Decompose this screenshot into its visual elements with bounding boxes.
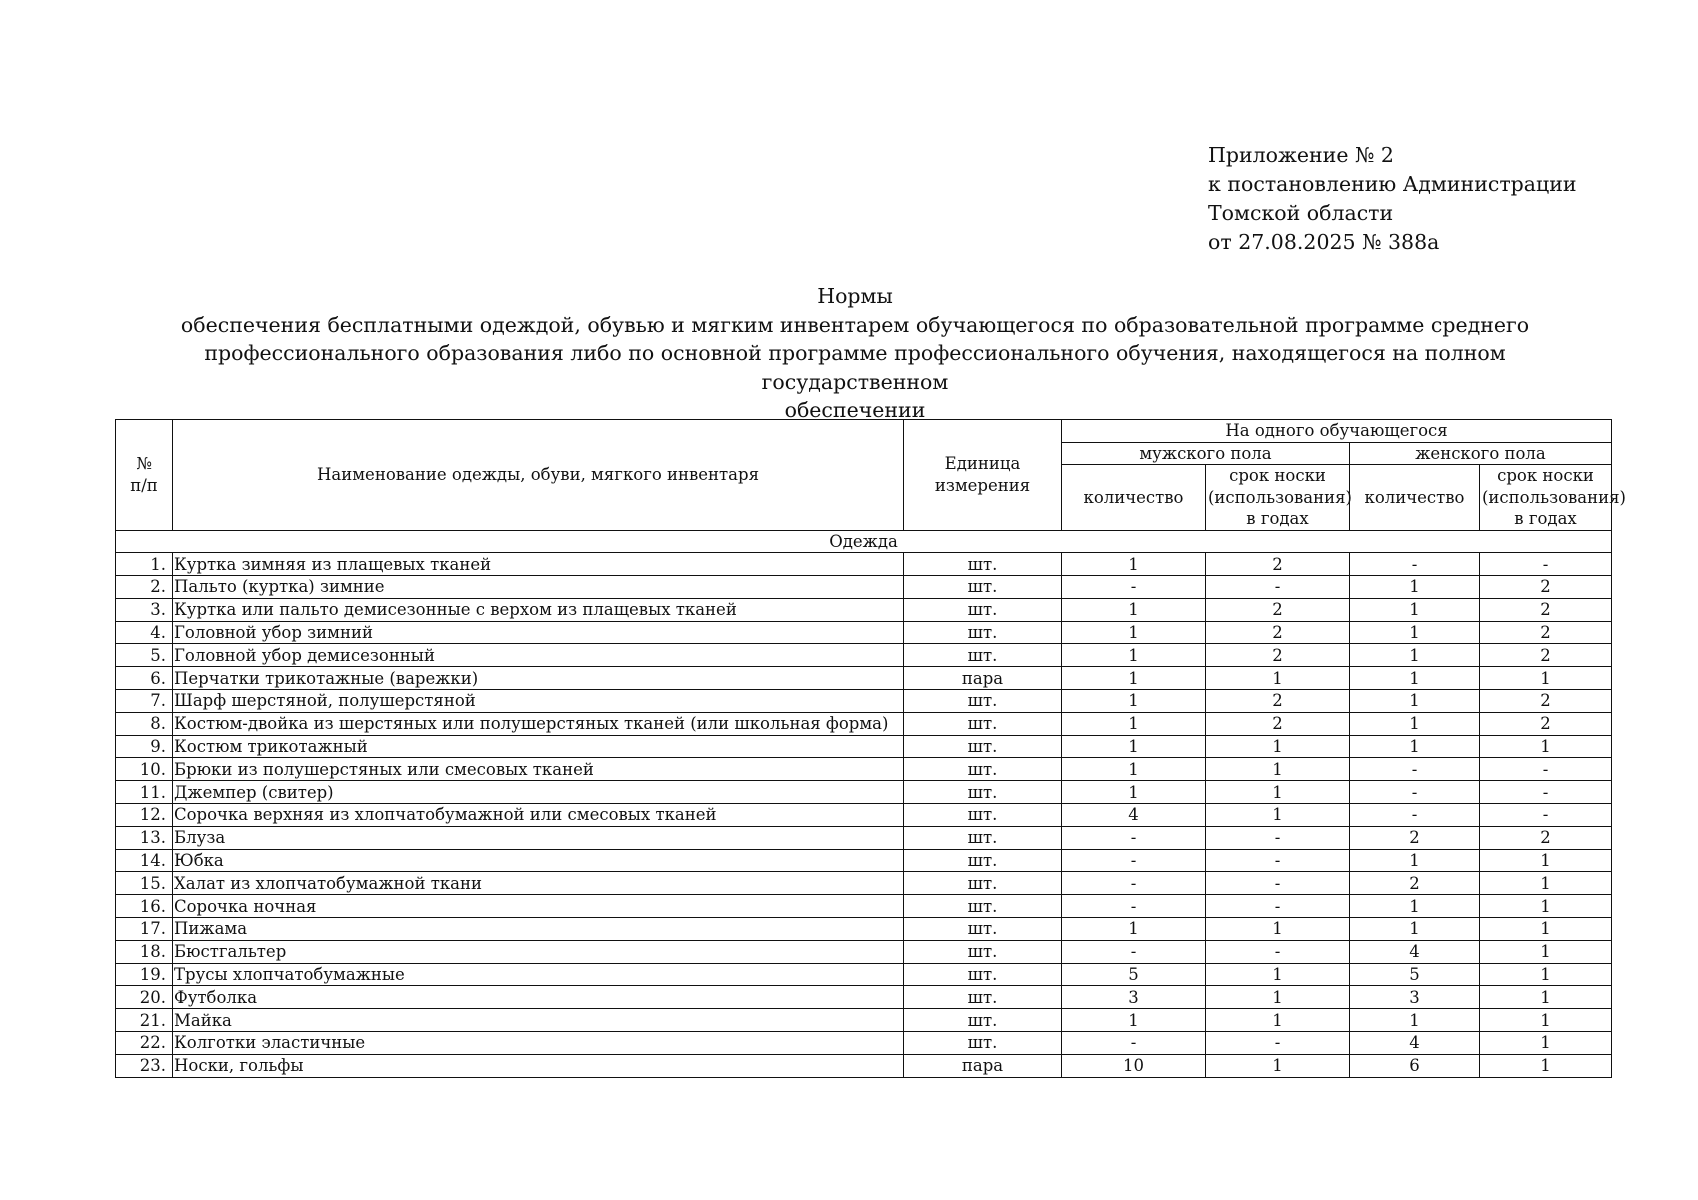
cell-m-qty: 1 — [1062, 667, 1206, 690]
table-row — [116, 758, 1612, 781]
cell-name: Футболка — [173, 986, 904, 1009]
cell-m-qty: 1 — [1062, 918, 1206, 941]
cell-name: Костюм трикотажный — [173, 735, 904, 758]
cell-m-term: 1 — [1206, 758, 1350, 781]
cell-m-qty: - — [1062, 849, 1206, 872]
cell-num: 3. — [116, 598, 173, 621]
cell-m-qty: 1 — [1062, 644, 1206, 667]
cell-m-qty: 1 — [1062, 712, 1206, 735]
cell-m-term: 2 — [1206, 553, 1350, 576]
cell-m-qty: - — [1062, 1032, 1206, 1055]
cell-num: 22. — [116, 1032, 173, 1055]
cell-m-qty: - — [1062, 872, 1206, 895]
cell-m-term: 2 — [1206, 598, 1350, 621]
cell-name: Костюм-двойка из шерстяных или полушерстяных тканей (или школьная форма) — [173, 712, 904, 735]
cell-f-term: - — [1480, 758, 1612, 781]
cell-f-qty: 1 — [1350, 712, 1480, 735]
header-term-line1: срок носки — [1229, 466, 1326, 485]
cell-f-qty: 1 — [1350, 690, 1480, 713]
header-num-line1: № — [136, 454, 152, 474]
cell-unit: шт. — [904, 576, 1062, 599]
cell-unit: шт. — [904, 1032, 1062, 1055]
title-line: обеспечения бесплатными одеждой, обувью и мягким инвентарем обучающегося по образовательной программе среднего — [180, 312, 1530, 337]
cell-unit: шт. — [904, 940, 1062, 963]
cell-unit: шт. — [904, 553, 1062, 576]
table-row — [116, 735, 1612, 758]
cell-f-term: 2 — [1480, 576, 1612, 599]
annex-line: Приложение № 2 — [1208, 143, 1394, 167]
cell-num: 14. — [116, 849, 173, 872]
cell-f-term: 2 — [1480, 644, 1612, 667]
cell-m-qty: 1 — [1062, 781, 1206, 804]
cell-f-qty: 4 — [1350, 940, 1480, 963]
title-line: обеспечении — [784, 398, 926, 422]
cell-f-term: 1 — [1480, 1009, 1612, 1032]
cell-num: 2. — [116, 576, 173, 599]
header-per-student: На одного обучающегося — [1062, 420, 1612, 443]
header-male-term — [1206, 465, 1350, 531]
header-num-line2: п/п — [130, 475, 158, 495]
table-row — [116, 712, 1612, 735]
table-row — [116, 644, 1612, 667]
cell-name: Майка — [173, 1009, 904, 1032]
title-heading: Нормы — [817, 284, 893, 308]
cell-f-term: 2 — [1480, 598, 1612, 621]
header-term-line1: срок носки — [1497, 466, 1594, 485]
cell-m-term: 1 — [1206, 781, 1350, 804]
cell-f-qty: 1 — [1350, 918, 1480, 941]
cell-f-qty: - — [1350, 758, 1480, 781]
table-row — [116, 826, 1612, 849]
cell-name: Куртка зимняя из плащевых тканей — [173, 553, 904, 576]
table-row — [116, 895, 1612, 918]
cell-name: Халат из хлопчатобумажной ткани — [173, 872, 904, 895]
cell-f-qty: 1 — [1350, 735, 1480, 758]
cell-m-qty: - — [1062, 895, 1206, 918]
cell-num: 13. — [116, 826, 173, 849]
table-row — [116, 553, 1612, 576]
section-row — [116, 530, 1612, 553]
header-unit-line2: измерения — [934, 475, 1031, 495]
cell-f-term: 2 — [1480, 621, 1612, 644]
cell-f-term: 1 — [1480, 849, 1612, 872]
cell-unit: шт. — [904, 986, 1062, 1009]
cell-unit: шт. — [904, 644, 1062, 667]
cell-m-term: - — [1206, 849, 1350, 872]
cell-m-term: 1 — [1206, 667, 1350, 690]
cell-m-qty: 1 — [1062, 598, 1206, 621]
annex-line: от 27.08.2025 № 388а — [1208, 230, 1440, 254]
cell-m-qty: 5 — [1062, 963, 1206, 986]
cell-num: 10. — [116, 758, 173, 781]
cell-unit: шт. — [904, 804, 1062, 827]
cell-m-qty: 10 — [1062, 1054, 1206, 1077]
cell-m-term: 2 — [1206, 690, 1350, 713]
cell-unit: шт. — [904, 918, 1062, 941]
cell-num: 21. — [116, 1009, 173, 1032]
cell-unit: шт. — [904, 690, 1062, 713]
cell-m-term: 2 — [1206, 644, 1350, 667]
cell-f-qty: 1 — [1350, 667, 1480, 690]
title-line: профессионального образования либо по основной программе профессионального обучения, находящегося на полном государственном — [204, 341, 1506, 394]
cell-name: Брюки из полушерстяных или смесовых тканей — [173, 758, 904, 781]
header-term-line3: в годах — [1246, 509, 1309, 528]
cell-name: Блуза — [173, 826, 904, 849]
cell-m-term: 1 — [1206, 986, 1350, 1009]
cell-name: Сорочка верхняя из хлопчатобумажной или смесовых тканей — [173, 804, 904, 827]
cell-name: Юбка — [173, 849, 904, 872]
cell-num: 12. — [116, 804, 173, 827]
cell-num: 23. — [116, 1054, 173, 1077]
cell-unit: шт. — [904, 621, 1062, 644]
annex-line: Томской области — [1208, 201, 1394, 225]
cell-name: Сорочка ночная — [173, 895, 904, 918]
cell-m-qty: - — [1062, 576, 1206, 599]
cell-m-term: - — [1206, 576, 1350, 599]
table-header — [116, 420, 1626, 531]
cell-m-qty: 1 — [1062, 735, 1206, 758]
cell-f-qty: 2 — [1350, 872, 1480, 895]
cell-m-term: 1 — [1206, 963, 1350, 986]
cell-num: 20. — [116, 986, 173, 1009]
cell-unit: пара — [904, 667, 1062, 690]
cell-unit: шт. — [904, 872, 1062, 895]
cell-name: Бюстгальтер — [173, 940, 904, 963]
cell-f-qty: 4 — [1350, 1032, 1480, 1055]
cell-f-qty: 1 — [1350, 598, 1480, 621]
cell-f-term: - — [1480, 553, 1612, 576]
cell-num: 16. — [116, 895, 173, 918]
cell-f-qty: 1 — [1350, 621, 1480, 644]
cell-m-term: 1 — [1206, 918, 1350, 941]
cell-m-term: 2 — [1206, 621, 1350, 644]
table-body — [116, 530, 1612, 1077]
cell-f-term: 1 — [1480, 918, 1612, 941]
cell-unit: шт. — [904, 1009, 1062, 1032]
header-unit — [904, 420, 1062, 531]
annex-line: к постановлению Администрации — [1208, 172, 1577, 196]
header-name: Наименование одежды, обуви, мягкого инвентаря — [173, 420, 904, 531]
cell-f-qty: - — [1350, 781, 1480, 804]
cell-name: Трусы хлопчатобумажные — [173, 963, 904, 986]
cell-m-qty: - — [1062, 826, 1206, 849]
cell-f-term: 1 — [1480, 1032, 1612, 1055]
cell-num: 18. — [116, 940, 173, 963]
header-unit-line1: Единица — [944, 454, 1021, 474]
header-term-line3: в годах — [1514, 509, 1577, 528]
cell-name: Куртка или пальто демисезонные с верхом из плащевых тканей — [173, 598, 904, 621]
cell-m-qty: 1 — [1062, 1009, 1206, 1032]
cell-f-qty: 1 — [1350, 576, 1480, 599]
header-male: мужского пола — [1062, 442, 1350, 465]
cell-m-qty: 1 — [1062, 621, 1206, 644]
cell-num: 9. — [116, 735, 173, 758]
table-row — [116, 872, 1612, 895]
cell-f-qty: 6 — [1350, 1054, 1480, 1077]
table-row — [116, 918, 1612, 941]
table-row — [116, 1032, 1612, 1055]
cell-name: Шарф шерстяной, полушерстяной — [173, 690, 904, 713]
cell-m-term: 2 — [1206, 712, 1350, 735]
cell-num: 15. — [116, 872, 173, 895]
header-num — [116, 420, 173, 531]
cell-num: 19. — [116, 963, 173, 986]
cell-unit: шт. — [904, 826, 1062, 849]
cell-m-term: 1 — [1206, 1009, 1350, 1032]
cell-f-term: 1 — [1480, 1054, 1612, 1077]
table-row — [116, 849, 1612, 872]
table-row — [116, 598, 1612, 621]
cell-f-qty: 1 — [1350, 849, 1480, 872]
cell-f-term: 2 — [1480, 826, 1612, 849]
cell-m-term: 1 — [1206, 735, 1350, 758]
cell-num: 7. — [116, 690, 173, 713]
table-row — [116, 804, 1612, 827]
cell-f-term: 1 — [1480, 895, 1612, 918]
cell-num: 6. — [116, 667, 173, 690]
table-row — [116, 986, 1612, 1009]
header-female-qty: количество — [1350, 465, 1480, 531]
cell-f-qty: 1 — [1350, 1009, 1480, 1032]
header-row — [116, 420, 1612, 443]
cell-f-term: - — [1480, 781, 1612, 804]
table-row — [116, 1009, 1612, 1032]
cell-name: Головной убор демисезонный — [173, 644, 904, 667]
cell-unit: шт. — [904, 849, 1062, 872]
header-term-line2: (использования) — [1208, 487, 1352, 507]
cell-m-qty: 4 — [1062, 804, 1206, 827]
cell-f-qty: - — [1350, 804, 1480, 827]
cell-f-qty: - — [1350, 553, 1480, 576]
cell-f-qty: 1 — [1350, 644, 1480, 667]
header-male-qty: количество — [1062, 465, 1206, 531]
cell-m-term: - — [1206, 1032, 1350, 1055]
table-row — [116, 576, 1612, 599]
cell-f-qty: 2 — [1350, 826, 1480, 849]
document-title — [110, 282, 1600, 425]
cell-name: Головной убор зимний — [173, 621, 904, 644]
cell-num: 1. — [116, 553, 173, 576]
cell-m-term: 1 — [1206, 1054, 1350, 1077]
table-row — [116, 690, 1612, 713]
cell-f-term: 1 — [1480, 667, 1612, 690]
cell-f-term: 1 — [1480, 735, 1612, 758]
cell-f-qty: 1 — [1350, 895, 1480, 918]
cell-f-term: 2 — [1480, 690, 1612, 713]
cell-m-qty: 3 — [1062, 986, 1206, 1009]
norms-table — [115, 419, 1626, 1078]
cell-m-qty: 1 — [1062, 553, 1206, 576]
cell-num: 5. — [116, 644, 173, 667]
table-row — [116, 1054, 1612, 1077]
header-female: женского пола — [1350, 442, 1612, 465]
cell-unit: шт. — [904, 712, 1062, 735]
cell-unit: шт. — [904, 781, 1062, 804]
cell-f-qty: 3 — [1350, 986, 1480, 1009]
table-row — [116, 781, 1612, 804]
cell-unit: шт. — [904, 735, 1062, 758]
cell-f-term: 1 — [1480, 963, 1612, 986]
table-row — [116, 621, 1612, 644]
cell-m-qty: 1 — [1062, 758, 1206, 781]
cell-f-term: 1 — [1480, 986, 1612, 1009]
cell-f-term: 1 — [1480, 940, 1612, 963]
table-row — [116, 667, 1612, 690]
cell-f-qty: 5 — [1350, 963, 1480, 986]
cell-m-qty: 1 — [1062, 690, 1206, 713]
table-row — [116, 963, 1612, 986]
cell-unit: шт. — [904, 598, 1062, 621]
cell-num: 17. — [116, 918, 173, 941]
header-female-term — [1480, 465, 1626, 531]
cell-name: Джемпер (свитер) — [173, 781, 904, 804]
cell-m-term: - — [1206, 895, 1350, 918]
cell-m-qty: - — [1062, 940, 1206, 963]
cell-unit: пара — [904, 1054, 1062, 1077]
cell-name: Колготки эластичные — [173, 1032, 904, 1055]
annex-block — [1208, 141, 1668, 257]
cell-name: Пижама — [173, 918, 904, 941]
cell-name: Перчатки трикотажные (варежки) — [173, 667, 904, 690]
cell-m-term: - — [1206, 826, 1350, 849]
cell-num: 11. — [116, 781, 173, 804]
cell-f-term: - — [1480, 804, 1612, 827]
cell-m-term: - — [1206, 872, 1350, 895]
cell-unit: шт. — [904, 758, 1062, 781]
cell-m-term: - — [1206, 940, 1350, 963]
cell-f-term: 1 — [1480, 872, 1612, 895]
cell-name: Пальто (куртка) зимние — [173, 576, 904, 599]
cell-m-term: 1 — [1206, 804, 1350, 827]
cell-num: 8. — [116, 712, 173, 735]
cell-unit: шт. — [904, 963, 1062, 986]
section-label: Одежда — [116, 530, 1612, 553]
cell-name: Носки, гольфы — [173, 1054, 904, 1077]
header-term-line2: (использования) — [1482, 487, 1626, 507]
cell-f-term: 2 — [1480, 712, 1612, 735]
cell-num: 4. — [116, 621, 173, 644]
table-row — [116, 940, 1612, 963]
cell-unit: шт. — [904, 895, 1062, 918]
